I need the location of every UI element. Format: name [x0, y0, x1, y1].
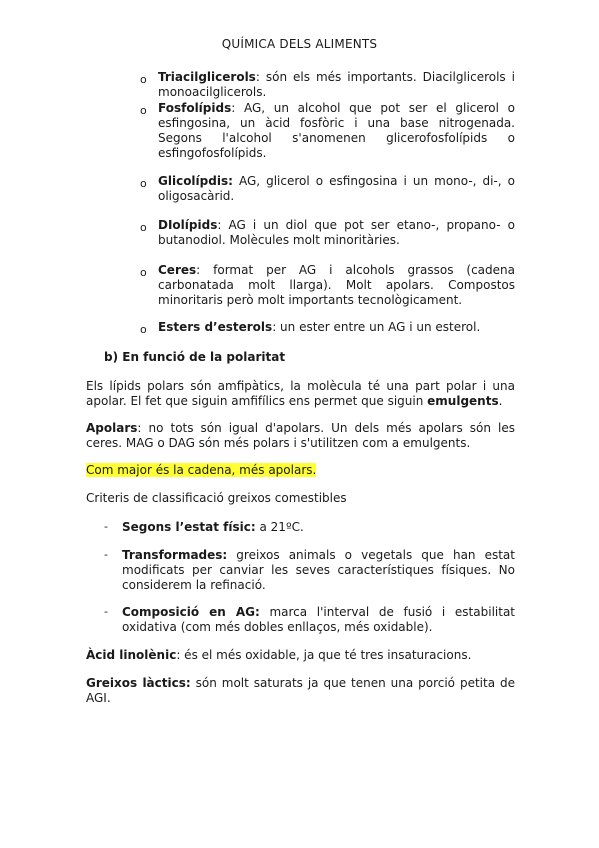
bold-term: Apolars	[86, 421, 138, 435]
term: Ceres	[158, 263, 197, 277]
dash-bullet: -	[104, 520, 108, 533]
criteria-item-transformades	[122, 548, 515, 593]
list-bullet: o	[140, 177, 147, 190]
separator: :	[255, 70, 260, 84]
list-item-fosfolipids	[158, 101, 515, 161]
dash-bullet: -	[104, 548, 108, 561]
list-bullet: o	[140, 104, 147, 117]
separator: :	[196, 263, 201, 277]
definition: format per AG i alcohols grassos (cadena carbonatada molt llarga). Molt apolars. Compostos minoritaris però molt importants tecnològicament.	[158, 263, 515, 307]
highlight-line	[86, 463, 515, 478]
definition: AG, glicerol o esfingosina i un mono-, di-, o oligosacàrid.	[158, 174, 515, 203]
list-bullet: o	[140, 221, 147, 234]
list-bullet: o	[140, 73, 147, 86]
paragraph-apolar	[86, 421, 515, 451]
separator: :	[217, 218, 222, 232]
list-item-ceres	[158, 263, 515, 308]
bold-term: Greixos làctics:	[86, 676, 191, 690]
paragraph-text: : no tots són igual d'apolars. Un dels més apolars són les ceres. MAG o DAG són més polars i s'utilitzen com a emulgents.	[86, 421, 515, 450]
list-item-esters-esterols	[158, 320, 515, 335]
criteria-item-composicio	[122, 605, 515, 635]
term: Segons l’estat físic:	[122, 520, 256, 534]
paragraph-text: Els lípids polars són amfipàtics, la molècula té una part polar i una apolar. El fet que siguin amfifílics ens permet que siguin	[86, 379, 515, 408]
bold-term: emulgents	[427, 394, 499, 408]
separator: :	[231, 101, 236, 115]
list-bullet: o	[140, 323, 147, 336]
bold-term: Àcid linolènic	[86, 648, 177, 662]
definition: a 21ºC.	[255, 520, 304, 534]
definition: són els més importants. Diacilglicerols i monoacilglicerols.	[158, 70, 515, 99]
separator: :	[272, 320, 277, 334]
definition: marca l'interval de fusió i estabilitat oxidativa (com més dobles enllaços, més oxidable).	[122, 605, 515, 634]
paragraph-end: .	[498, 394, 503, 408]
paragraph-text: : és el més oxidable, ja que té tres insaturacions.	[176, 648, 472, 662]
criteria-item-estat-fisic	[122, 520, 515, 535]
term: Esters d’esterols	[158, 320, 273, 334]
highlighted-text: Com major és la cadena, més apolars.	[86, 463, 317, 477]
dash-bullet: -	[104, 605, 108, 618]
definition: AG, un alcohol que pot ser el glicerol o esfingosina, un àcid fosfòric i una base nitrogenada. Segons l'alcohol s'anomenen glicerofosfolípids o esfingofosfolípids.	[158, 101, 515, 160]
term: Triacilglicerols	[158, 70, 256, 84]
page-header: QUÍMICA DELS ALIMENTS	[221, 37, 378, 51]
term: Composició en AG:	[122, 605, 260, 619]
list-item-triacilglicerols	[158, 70, 515, 100]
paragraph-polar	[86, 379, 515, 409]
definition: greixos animals o vegetals que han estat modificats per canviar les seves característiques físiques. No considerem la refinació.	[122, 548, 515, 592]
definition: un ester entre un AG i un esterol.	[276, 320, 481, 334]
term: DIolípids	[158, 218, 218, 232]
paragraph-lactic	[86, 676, 515, 706]
criteria-title: Criteris de classificació greixos comestibles	[86, 491, 347, 505]
paragraph-text: són molt saturats ja que tenen una porció petita de AGI.	[86, 676, 515, 705]
term: Transformades:	[122, 548, 228, 562]
term: Fosfolípids	[158, 101, 232, 115]
definition: AG i un diol que pot ser etano-, propano- o butanodiol. Molècules molt minoritàries.	[158, 218, 515, 247]
paragraph-linolenic	[86, 648, 515, 663]
term: Glicolípdis:	[158, 174, 233, 188]
section-heading: b) En funció de la polaritat	[104, 350, 286, 364]
list-item-diolipids	[158, 218, 515, 248]
list-item-glicolipids	[158, 174, 515, 204]
list-bullet: o	[140, 266, 147, 279]
